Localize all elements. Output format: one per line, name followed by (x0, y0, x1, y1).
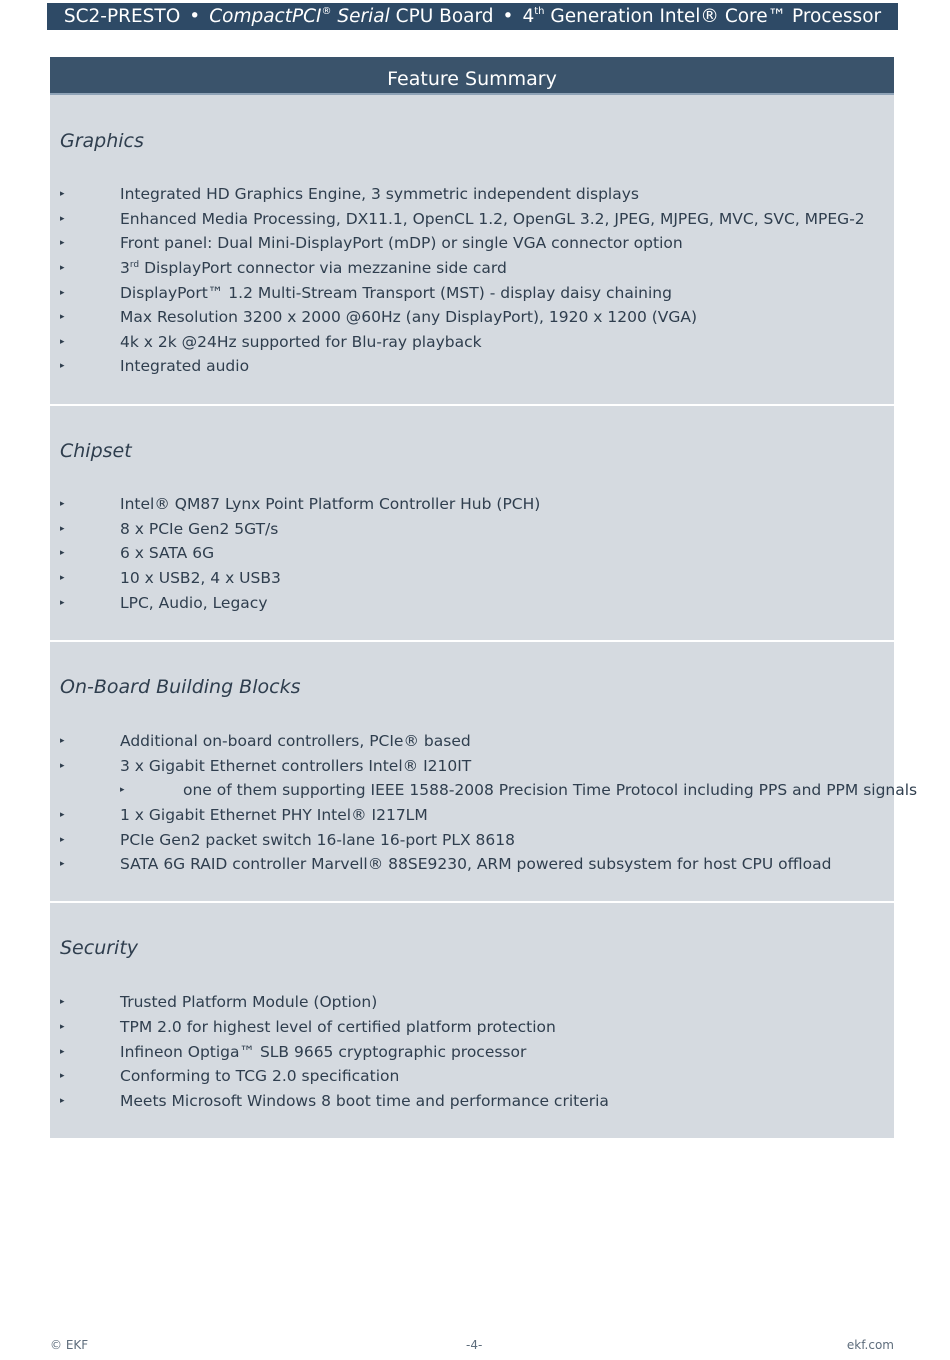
list-item (50, 207, 894, 231)
sub-list-item (50, 778, 918, 802)
bullet-arrow-icon: ▸ (60, 214, 65, 224)
list-item-text: Integrated HD Graphics Engine, 3 symmetric independent displays (120, 185, 639, 203)
board-label: CPU Board (395, 6, 494, 27)
bullet-arrow-icon: ▸ (60, 997, 65, 1007)
list-item (50, 354, 894, 378)
list-item (50, 541, 894, 565)
bullet-arrow-icon: ▸ (60, 1047, 65, 1057)
bullet-arrow-icon: ▸ (60, 810, 65, 820)
bullet-arrow-icon: ▸ (60, 337, 65, 347)
bullet-arrow-icon: ▸ (60, 238, 65, 248)
bullet-arrow-icon: ▸ (60, 573, 65, 583)
footer-page-number: -4- (466, 1338, 483, 1352)
list-item-text: 1 x Gigabit Ethernet PHY Intel® I217LM (120, 806, 428, 824)
footer-website: ekf.com (846, 1338, 894, 1352)
bullet-arrow-icon: ▸ (60, 1096, 65, 1106)
bullet-arrow-icon: ▸ (60, 263, 65, 273)
list-item (50, 281, 894, 305)
list-item-text: Enhanced Media Processing, DX11.1, OpenCL 1.2, OpenGL 3.2, JPEG, MJPEG, MVC, SVC, MPEG-2 (120, 210, 865, 228)
list-item-text: Meets Microsoft Windows 8 boot time and performance criteria (120, 1092, 609, 1110)
registered-mark: ® (321, 6, 332, 17)
list-item-text: 6 x SATA 6G (120, 544, 215, 562)
list-item (50, 305, 894, 329)
footer-copyright: © EKF (50, 1338, 89, 1352)
list-item-text: Infineon Optiga™ SLB 9665 cryptographic processor (120, 1043, 527, 1061)
list-item (50, 330, 894, 354)
bullet-arrow-icon: ▸ (60, 859, 65, 869)
list-item (50, 754, 894, 778)
bullet-arrow-icon: ▸ (60, 361, 65, 371)
list-item (50, 1089, 894, 1113)
list-item-text: 3rd DisplayPort connector via mezzanine side card (120, 259, 507, 277)
list-item (50, 182, 894, 206)
list-item (50, 1015, 894, 1039)
list-item-text: Conforming to TCG 2.0 specification (120, 1067, 400, 1085)
bullet-arrow-icon: ▸ (60, 1022, 65, 1032)
product-name: SC2-PRESTO (63, 6, 181, 27)
list-item-text: LPC, Audio, Legacy (120, 594, 268, 612)
section-title: Chipset (60, 440, 132, 462)
bullet-arrow-icon: ▸ (60, 189, 65, 199)
generation-text: Generation Intel® Core™ Processor (550, 6, 882, 27)
list-item-text: Max Resolution 3200 x 2000 @60Hz (any DisplayPort), 1920 x 1200 (VGA) (120, 308, 698, 326)
bullet-arrow-icon: ▸ (60, 736, 65, 746)
section-title: Security (60, 937, 139, 959)
separator-dot: • (189, 6, 201, 27)
bullet-arrow-icon: ▸ (60, 598, 65, 608)
onboard-building-blocks-section (50, 642, 918, 901)
bullet-arrow-icon: ▸ (60, 288, 65, 298)
chipset-section (50, 406, 894, 640)
list-item (50, 566, 894, 590)
list-item (50, 1040, 894, 1064)
generation-suffix: th (534, 6, 545, 17)
list-item (50, 828, 894, 852)
list-item-text: PCIe Gen2 packet switch 16-lane 16-port PLX 8618 (120, 831, 515, 849)
list-item (50, 591, 894, 615)
list-item-text: Intel® QM87 Lynx Point Platform Controller Hub (PCH) (120, 495, 541, 513)
list-item (50, 1064, 894, 1088)
bullet-arrow-icon: ▸ (60, 312, 65, 322)
section-title: On-Board Building Blocks (60, 676, 301, 698)
generation-number: 4 (522, 6, 535, 27)
list-item-text: 10 x USB2, 4 x USB3 (120, 569, 281, 587)
bullet-arrow-icon: ▸ (60, 835, 65, 845)
feature-summary-header: Feature Summary (50, 57, 894, 95)
bullet-arrow-icon: ▸ (60, 1071, 65, 1081)
list-item (50, 256, 894, 280)
bullet-arrow-icon: ▸ (60, 761, 65, 771)
bullet-arrow-icon: ▸ (60, 524, 65, 534)
serial-label: Serial (337, 6, 390, 27)
list-item (50, 990, 894, 1014)
bullet-arrow-icon: ▸ (60, 499, 65, 509)
list-item (50, 803, 894, 827)
list-item-text: 4k x 2k @24Hz supported for Blu-ray playback (120, 333, 482, 351)
list-item (50, 852, 894, 876)
bullet-arrow-icon: ▸ (60, 548, 65, 558)
list-item-text: DisplayPort™ 1.2 Multi-Stream Transport (MST) - display daisy chaining (120, 284, 672, 302)
document-header-banner (47, 3, 898, 30)
section-title: Graphics (60, 130, 144, 152)
list-item-text: SATA 6G RAID controller Marvell® 88SE9230, ARM powered subsystem for host CPU offload (120, 855, 832, 873)
list-item-text: Trusted Platform Module (Option) (120, 993, 378, 1011)
cpci-label: CompactPCI (209, 6, 322, 27)
list-item-text: TPM 2.0 for highest level of certified platform protection (120, 1018, 556, 1036)
list-item (50, 231, 894, 255)
list-item-text: one of them supporting IEEE 1588-2008 Precision Time Protocol including PPS and PPM signals (183, 781, 918, 799)
list-item (50, 729, 894, 753)
list-item-text: Front panel: Dual Mini-DisplayPort (mDP) or single VGA connector option (120, 234, 683, 252)
list-item-text: Additional on-board controllers, PCIe® based (120, 732, 471, 750)
list-item-text: 8 x PCIe Gen2 5GT/s (120, 520, 279, 538)
list-item-text: 3 x Gigabit Ethernet controllers Intel® I210IT (120, 757, 472, 775)
security-section (50, 903, 894, 1138)
list-item (50, 492, 894, 516)
graphics-section (50, 95, 894, 404)
list-item-text: Integrated audio (120, 357, 250, 375)
list-item (50, 517, 894, 541)
separator-dot: • (502, 6, 514, 27)
bullet-arrow-icon: ▸ (120, 785, 125, 795)
